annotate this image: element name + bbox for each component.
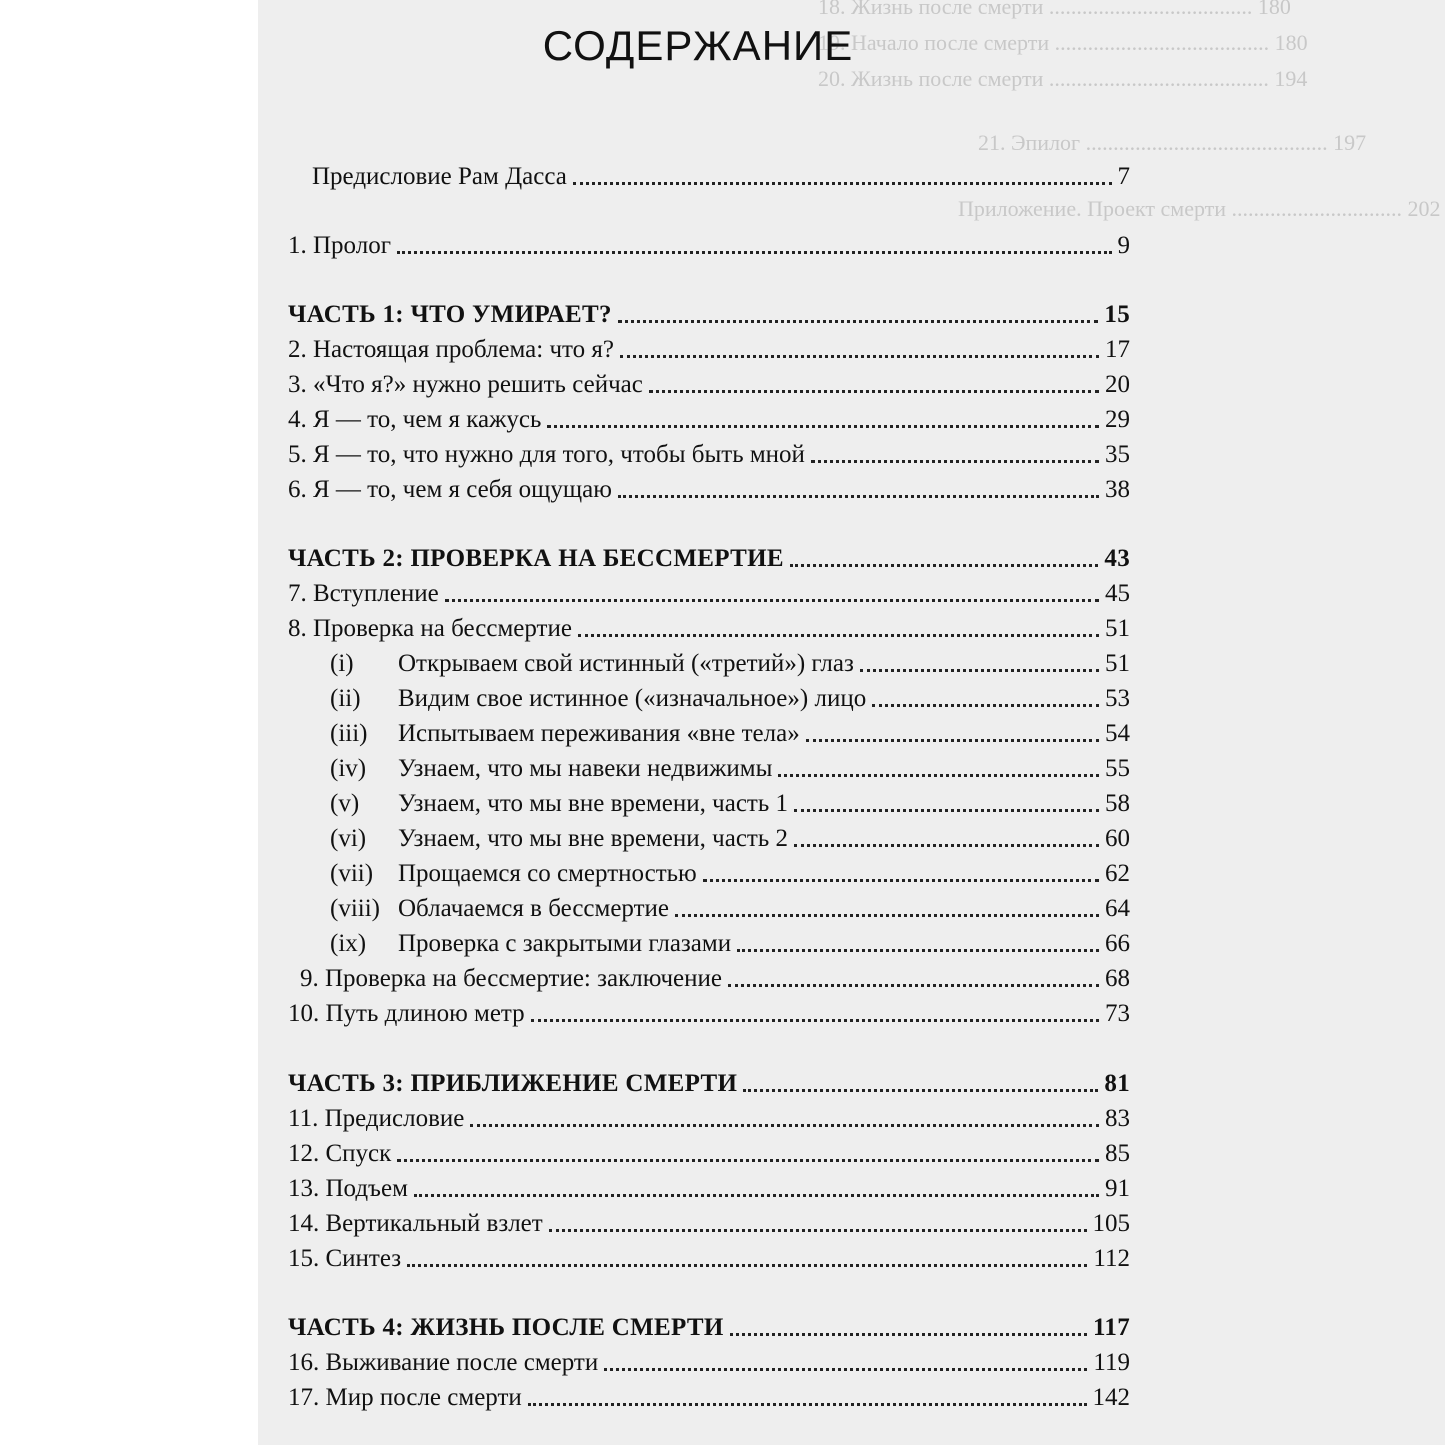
toc-page-number: 29 (1105, 406, 1130, 433)
toc-entry-label: Предисловие Рам Дасса (312, 163, 567, 190)
toc-entry-chapter-10 (258, 995, 1130, 1029)
toc-leader-dots (778, 774, 1099, 777)
toc-leader-dots (414, 1194, 1099, 1197)
toc-leader-dots (730, 1333, 1087, 1336)
toc-leader-dots (547, 425, 1099, 428)
toc-entry-label (330, 754, 772, 784)
toc-entry-label: ЧАСТЬ 2: ПРОВЕРКА НА БЕССМЕРТИЕ (288, 545, 784, 572)
toc-roman-numeral: (ix) (330, 930, 367, 957)
toc-page-number: 117 (1092, 1314, 1130, 1341)
toc-subentry-text: Прощаемся со смертностью (398, 860, 697, 887)
bleed-through-text: Приложение. Проект смерти ............................... 202 (958, 196, 1441, 221)
toc-entry-label: 11. Предисловие (288, 1105, 465, 1132)
toc-leader-dots (806, 739, 1099, 742)
toc-entry-chapter-4 (258, 401, 1130, 435)
toc-subentry-vii (258, 855, 1130, 889)
toc-part-1 (258, 296, 1130, 330)
bleed-through-text: 19. Начало после смерти ....................................... 180 (818, 30, 1308, 55)
toc-entry-label (330, 649, 854, 679)
toc-leader-dots (618, 495, 1099, 498)
toc-page-number: 58 (1105, 790, 1130, 817)
toc-entry-chapter-16 (258, 1344, 1130, 1378)
toc-page-number: 119 (1093, 1349, 1130, 1376)
toc-entry-label: ЧАСТЬ 3: ПРИБЛИЖЕНИЕ СМЕРТИ (288, 1070, 738, 1097)
toc-subentry-text: Открываем свой истинный («третий») глаз (398, 650, 854, 677)
toc-page-number: 66 (1105, 930, 1130, 957)
toc-page-number: 81 (1104, 1070, 1130, 1097)
toc-page-number: 20 (1105, 371, 1130, 398)
toc-leader-dots (445, 599, 1099, 602)
toc-page-number: 15 (1104, 301, 1130, 328)
toc-roman-numeral: (ii) (330, 685, 361, 712)
toc-entry-label: 13. Подъем (288, 1175, 408, 1202)
toc-leader-dots (528, 1403, 1087, 1406)
toc-subentry-text: Узнаем, что мы вне времени, часть 2 (398, 825, 789, 852)
toc-leader-dots (737, 949, 1099, 952)
toc-entry-label: 3. «Что я?» нужно решить сейчас (288, 371, 643, 398)
toc-subentry-ix (258, 925, 1130, 959)
toc-page-number: 73 (1105, 1000, 1130, 1027)
toc-entry-chapter-13 (258, 1170, 1130, 1204)
toc-entry-chapter-9 (258, 960, 1130, 994)
toc-leader-dots (790, 564, 1099, 567)
toc-entry-foreword (258, 158, 1130, 192)
toc-entry-label: 9. Проверка на бессмертие: заключение (300, 965, 722, 992)
toc-subentry-text: Видим свое истинное («изначальное») лицо (398, 685, 867, 712)
toc-leader-dots (549, 1229, 1087, 1232)
toc-entry-label (330, 824, 788, 854)
toc-part-4 (258, 1309, 1130, 1343)
toc-page-number: 105 (1092, 1210, 1130, 1237)
toc-entry-chapter-2 (258, 331, 1130, 365)
toc-leader-dots (578, 634, 1099, 637)
toc-leader-dots (618, 320, 1099, 323)
toc-leader-dots (531, 1019, 1099, 1022)
toc-entry-label: 1. Пролог (288, 232, 391, 259)
toc-page-number: 55 (1105, 755, 1130, 782)
toc-page-number: 43 (1104, 545, 1130, 572)
toc-entry-label: 16. Выживание после смерти (288, 1349, 599, 1376)
toc-entry-label: 8. Проверка на бессмертие (288, 615, 572, 642)
toc-page-number: 53 (1105, 685, 1130, 712)
toc-subentry-iv (258, 750, 1130, 784)
toc-entry-label: 15. Синтез (288, 1245, 402, 1272)
toc-page-number: 17 (1105, 336, 1130, 363)
toc-subentry-text: Узнаем, что мы навеки недвижимы (398, 755, 773, 782)
toc-page-number: 54 (1105, 720, 1130, 747)
bleed-through-text: 20. Жизнь после смерти ........................................ 194 (818, 66, 1308, 91)
toc-leader-dots (743, 1089, 1098, 1092)
toc-roman-numeral: (iv) (330, 755, 367, 782)
toc-page-number: 7 (1117, 163, 1130, 190)
toc-leader-dots (811, 460, 1099, 463)
toc-roman-numeral: (viii) (330, 895, 380, 922)
toc-roman-numeral: (v) (330, 790, 360, 817)
book-page (258, 0, 1445, 1445)
toc-entry-label (330, 789, 788, 819)
toc-entry-label: ЧАСТЬ 4: ЖИЗНЬ ПОСЛЕ СМЕРТИ (288, 1314, 724, 1341)
toc-roman-numeral: (iii) (330, 720, 368, 747)
toc-subentry-text: Узнаем, что мы вне времени, часть 1 (398, 790, 789, 817)
toc-leader-dots (872, 704, 1099, 707)
toc-page-number: 91 (1105, 1175, 1130, 1202)
toc-entry-label (330, 859, 697, 889)
toc-subentry-iii (258, 715, 1130, 749)
toc-subentry-vi (258, 820, 1130, 854)
toc-entry-chapter-7 (258, 575, 1130, 609)
toc-entry-chapter-3 (258, 366, 1130, 400)
toc-leader-dots (397, 251, 1112, 254)
toc-leader-dots (649, 390, 1099, 393)
toc-subentry-i (258, 645, 1130, 679)
toc-entry-label: ЧАСТЬ 1: ЧТО УМИРАЕТ? (288, 301, 612, 328)
toc-entry-label: 14. Вертикальный взлет (288, 1210, 543, 1237)
toc-subentry-text: Испытываем переживания «вне тела» (398, 720, 800, 747)
toc-page-number: 68 (1105, 965, 1130, 992)
toc-leader-dots (860, 669, 1099, 672)
toc-leader-dots (470, 1124, 1099, 1127)
toc-entry-label (330, 719, 800, 749)
toc-roman-numeral: (vi) (330, 825, 367, 852)
toc-page-number: 83 (1105, 1105, 1130, 1132)
toc-entry-label (330, 684, 866, 714)
toc-leader-dots (728, 984, 1099, 987)
toc-page-number: 35 (1105, 441, 1130, 468)
toc-subentry-ii (258, 680, 1130, 714)
toc-entry-chapter-5 (258, 436, 1130, 470)
toc-page-number: 112 (1093, 1245, 1130, 1272)
toc-leader-dots (794, 844, 1099, 847)
toc-entry-chapter-12 (258, 1135, 1130, 1169)
toc-roman-numeral: (i) (330, 650, 354, 677)
toc-entry-chapter-1 (258, 227, 1130, 261)
toc-entry-chapter-15 (258, 1240, 1130, 1274)
toc-page-number: 38 (1105, 476, 1130, 503)
toc-entry-label (330, 894, 669, 924)
toc-part-2 (258, 540, 1130, 574)
toc-subentry-text: Облачаемся в бессмертие (398, 895, 669, 922)
toc-entry-chapter-8 (258, 610, 1130, 644)
toc-page-number: 62 (1105, 860, 1130, 887)
toc-roman-numeral: (vii) (330, 860, 374, 887)
toc-subentry-viii (258, 890, 1130, 924)
toc-entry-label: 17. Мир после смерти (288, 1384, 522, 1411)
toc-leader-dots (675, 914, 1099, 917)
toc-entry-label: 7. Вступление (288, 580, 439, 607)
toc-page-number: 45 (1105, 580, 1130, 607)
toc-leader-dots (703, 879, 1099, 882)
toc-page-number: 51 (1105, 650, 1130, 677)
toc-part-3 (258, 1065, 1130, 1099)
toc-entry-chapter-6 (258, 471, 1130, 505)
toc-page-number: 142 (1092, 1384, 1130, 1411)
toc-page-number: 64 (1105, 895, 1130, 922)
toc-entry-label: 10. Путь длиною метр (288, 1000, 525, 1027)
toc-leader-dots (794, 809, 1099, 812)
toc-page-number: 9 (1117, 232, 1130, 259)
page-title: СОДЕРЖАНИЕ (542, 22, 854, 69)
toc-subentry-v (258, 785, 1130, 819)
toc-entry-chapter-11 (258, 1100, 1130, 1134)
toc-page-number: 85 (1105, 1140, 1130, 1167)
toc-entry-label: 6. Я — то, чем я себя ощущаю (288, 476, 612, 503)
bleed-through-text: 21. Эпилог ............................................ 197 (978, 130, 1367, 155)
toc-leader-dots (407, 1264, 1087, 1267)
toc-page-number: 51 (1105, 615, 1130, 642)
toc-leader-dots (397, 1159, 1099, 1162)
toc-entry-label: 2. Настоящая проблема: что я? (288, 336, 614, 363)
toc-leader-dots (620, 355, 1099, 358)
toc-page-number: 60 (1105, 825, 1130, 852)
toc-entry-label: 12. Спуск (288, 1140, 392, 1167)
toc-entry-label: 5. Я — то, что нужно для того, чтобы быть мной (288, 441, 805, 468)
toc-entry-label (330, 929, 731, 959)
toc-subentry-text: Проверка с закрытыми глазами (398, 930, 732, 957)
toc-leader-dots (573, 182, 1112, 185)
toc-entry-label: 4. Я — то, чем я кажусь (288, 406, 542, 433)
toc-entry-chapter-17 (258, 1379, 1130, 1413)
toc-leader-dots (604, 1368, 1087, 1371)
toc-entry-chapter-14 (258, 1205, 1130, 1239)
bleed-through-text: 18. Жизнь после смерти ..................................... 180 (818, 0, 1291, 19)
